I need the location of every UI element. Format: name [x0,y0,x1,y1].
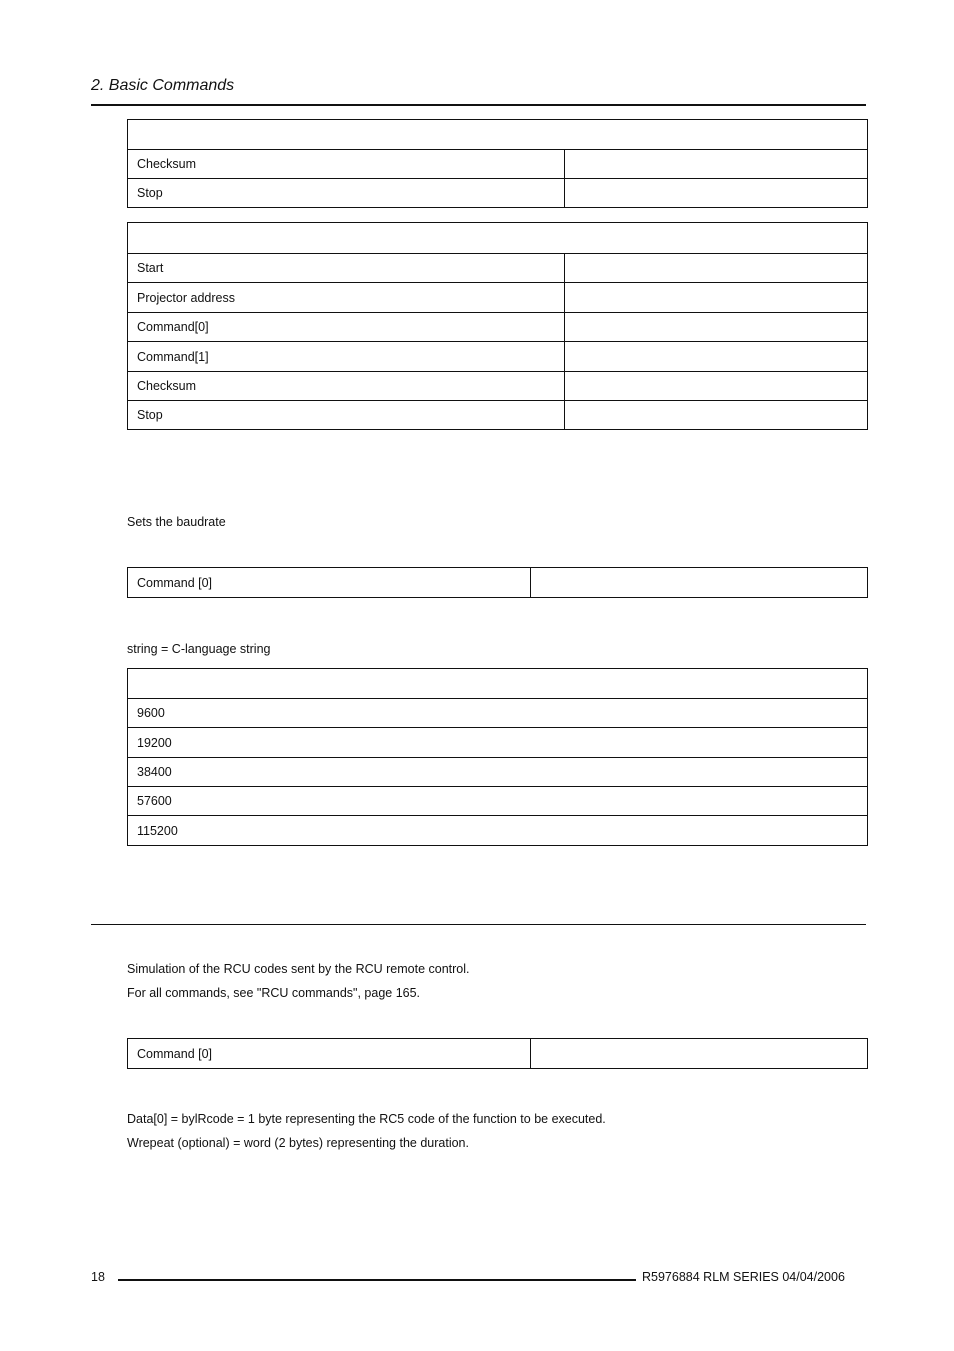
row-label: Stop [128,179,565,208]
table-row [128,758,868,787]
table-row [128,699,868,728]
row-value [565,401,868,430]
rcu-description: Simulation of the RCU codes sent by the RCU remote control. [127,962,470,976]
string-note: string = C-language string [127,642,271,656]
row-label: Stop [128,401,565,430]
frame-table [127,222,868,430]
table-header-row [128,223,868,254]
row-value [565,313,868,342]
section-header [91,76,866,106]
row-value [565,179,868,208]
command-value [531,1039,868,1069]
command-value [531,568,868,598]
table-row [128,254,868,283]
table-header-cell [128,120,868,150]
table-row [128,150,868,179]
baudrate-value: 115200 [128,816,868,846]
row-value [565,342,868,372]
table-row [128,728,868,758]
table-row [128,342,868,372]
table-row [128,372,868,401]
table-row [128,568,868,598]
baudrate-values-table [127,668,868,846]
baudrate-command-table [127,567,868,598]
doc-info: R5976884 RLM SERIES 04/04/2006 [642,1270,845,1284]
table-row [128,1039,868,1069]
row-value [565,254,868,283]
frame-table-continued [127,119,868,208]
baudrate-description: Sets the baudrate [127,515,226,529]
command-label: Command [0] [128,1039,531,1069]
table-header-cell [128,223,868,254]
table-row [128,816,868,846]
row-value [565,283,868,313]
table-row [128,179,868,208]
row-label: Command[1] [128,342,565,372]
section-title: 2. Basic Commands [91,77,235,94]
row-label: Start [128,254,565,283]
rcu-reference: For all commands, see "RCU commands", page 165. [127,986,421,1000]
row-label: Projector address [128,283,565,313]
row-label: Checksum [128,150,565,179]
baudrate-value: 19200 [128,728,868,758]
row-label: Checksum [128,372,565,401]
baudrate-value: 57600 [128,787,868,816]
row-label: Command[0] [128,313,565,342]
page-number: 18 [91,1270,105,1284]
baudrate-value: 9600 [128,699,868,728]
wrepeat-note: Wrepeat (optional) = word (2 bytes) representing the duration. [127,1136,469,1150]
table-row [128,313,868,342]
table-header-row [128,669,868,699]
row-value [565,150,868,179]
table-row [128,283,868,313]
footer-rule [118,1279,636,1281]
data-note: Data[0] = bylRcode = 1 byte representing the RC5 code of the function to be executed. [127,1112,606,1126]
section-divider [91,924,866,925]
row-value [565,372,868,401]
table-row [128,787,868,816]
table-row [128,401,868,430]
table-header-row [128,120,868,150]
command-label: Command [0] [128,568,531,598]
baudrate-value: 38400 [128,758,868,787]
rcu-command-table [127,1038,868,1069]
table-header-cell [128,669,868,699]
